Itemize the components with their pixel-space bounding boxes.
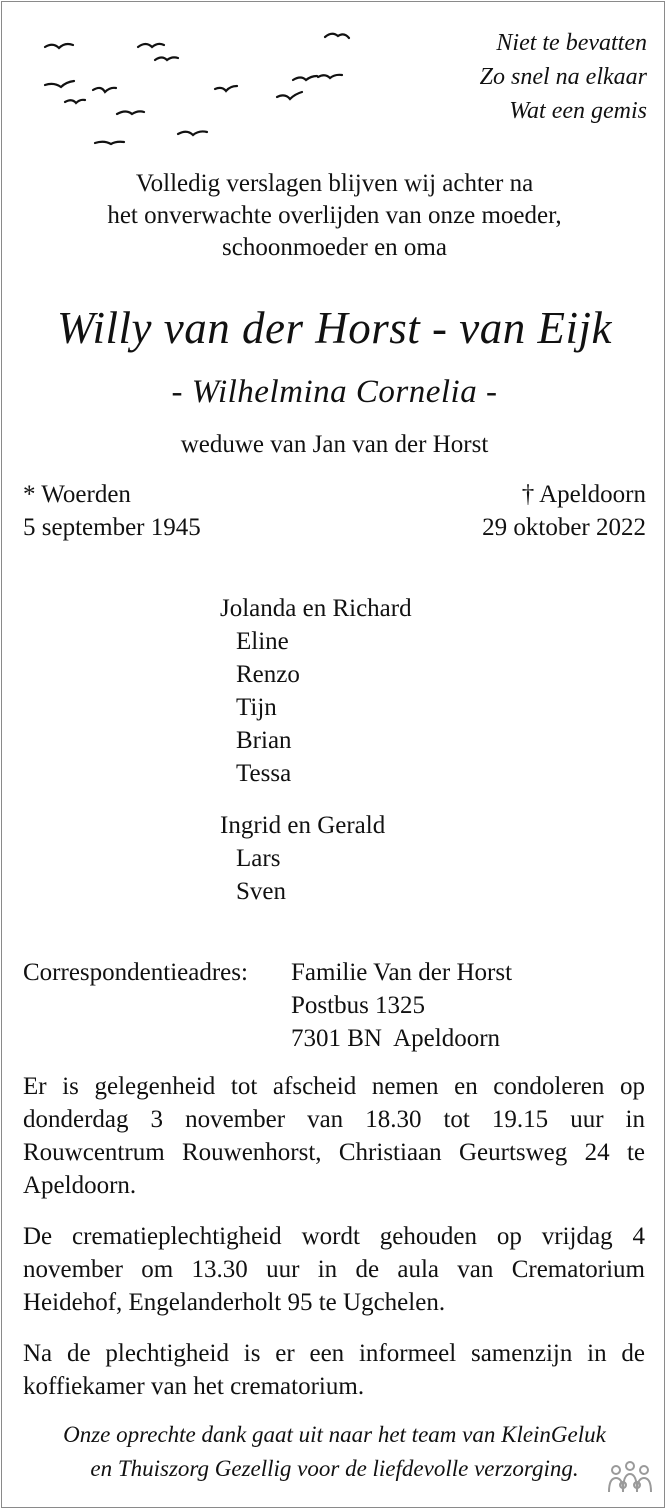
death-info [482, 478, 646, 544]
family-group [220, 809, 385, 908]
death-place: † Apeldoorn [521, 481, 646, 508]
intro-line: schoonmoeder en oma [222, 234, 447, 261]
family-child: Sven [236, 878, 286, 905]
thanks-line: en Thuiszorg Gezellig voor de liefdevolle verzorging. [90, 1456, 579, 1481]
flying-birds-icon [30, 22, 375, 157]
poem-line: Zo snel na elkaar [479, 64, 647, 90]
family-parents: Jolanda en Richard [220, 595, 412, 622]
family-child: Tessa [236, 760, 292, 787]
thanks-line: Onze oprechte dank gaat uit naar het team van KleinGeluk [63, 1422, 606, 1447]
intro-text [0, 168, 669, 264]
cremation-paragraph: De crematieplechtigheid wordt gehouden op vrijdag 4 november om 13.30 uur in de aula van Crematorium Heidehof, Engelanderholt 95 te Ugchelen. [23, 1223, 645, 1316]
family-child: Renzo [236, 661, 300, 688]
widow-of-line: weduwe van Jan van der Horst [180, 431, 489, 458]
intro-line: Volledig verslagen blijven wij achter na [135, 170, 534, 197]
deceased-full-name: - Wilhelmina Cornelia - [171, 374, 498, 410]
address-line: Familie Van der Horst [291, 959, 513, 986]
family-parents: Ingrid en Gerald [220, 812, 386, 839]
poem-line: Wat een gemis [509, 98, 647, 124]
correspondence-label: Correspondentieadres: [23, 959, 248, 986]
deceased-name: Willy van der Horst - van Eijk [57, 303, 612, 353]
death-date: 29 oktober 2022 [482, 514, 646, 541]
intro-line: het onverwachte overlijden van onze moeder, [107, 202, 562, 229]
thanks-text [0, 1418, 669, 1486]
family-child: Eline [236, 628, 289, 655]
family-child: Tijn [236, 694, 277, 721]
gathering-paragraph: Na de plechtigheid is er een informeel samenzijn in de koffiekamer van het crematorium. [23, 1340, 645, 1400]
poem [347, 26, 647, 128]
family-child: Lars [236, 845, 281, 872]
family-child: Brian [236, 727, 292, 754]
family-group [220, 592, 412, 790]
correspondence-lines [291, 956, 512, 1055]
address-line: 7301 BN Apeldoorn [291, 1025, 501, 1052]
birth-place: * Woerden [23, 481, 131, 508]
birth-info [23, 478, 201, 544]
people-group-logo-icon [606, 1458, 654, 1500]
poem-line: Niet te bevatten [496, 30, 647, 56]
birth-date: 5 september 1945 [23, 514, 201, 541]
condolence-paragraph: Er is gelegenheid tot afscheid nemen en condoleren op donderdag 3 november van 18.30 tot 19.15 uur in Rouwcentrum Rouwenhorst, Christiaan Geurtsweg 24 te Apeldoorn. [23, 1073, 645, 1199]
address-line: Postbus 1325 [291, 992, 426, 1019]
